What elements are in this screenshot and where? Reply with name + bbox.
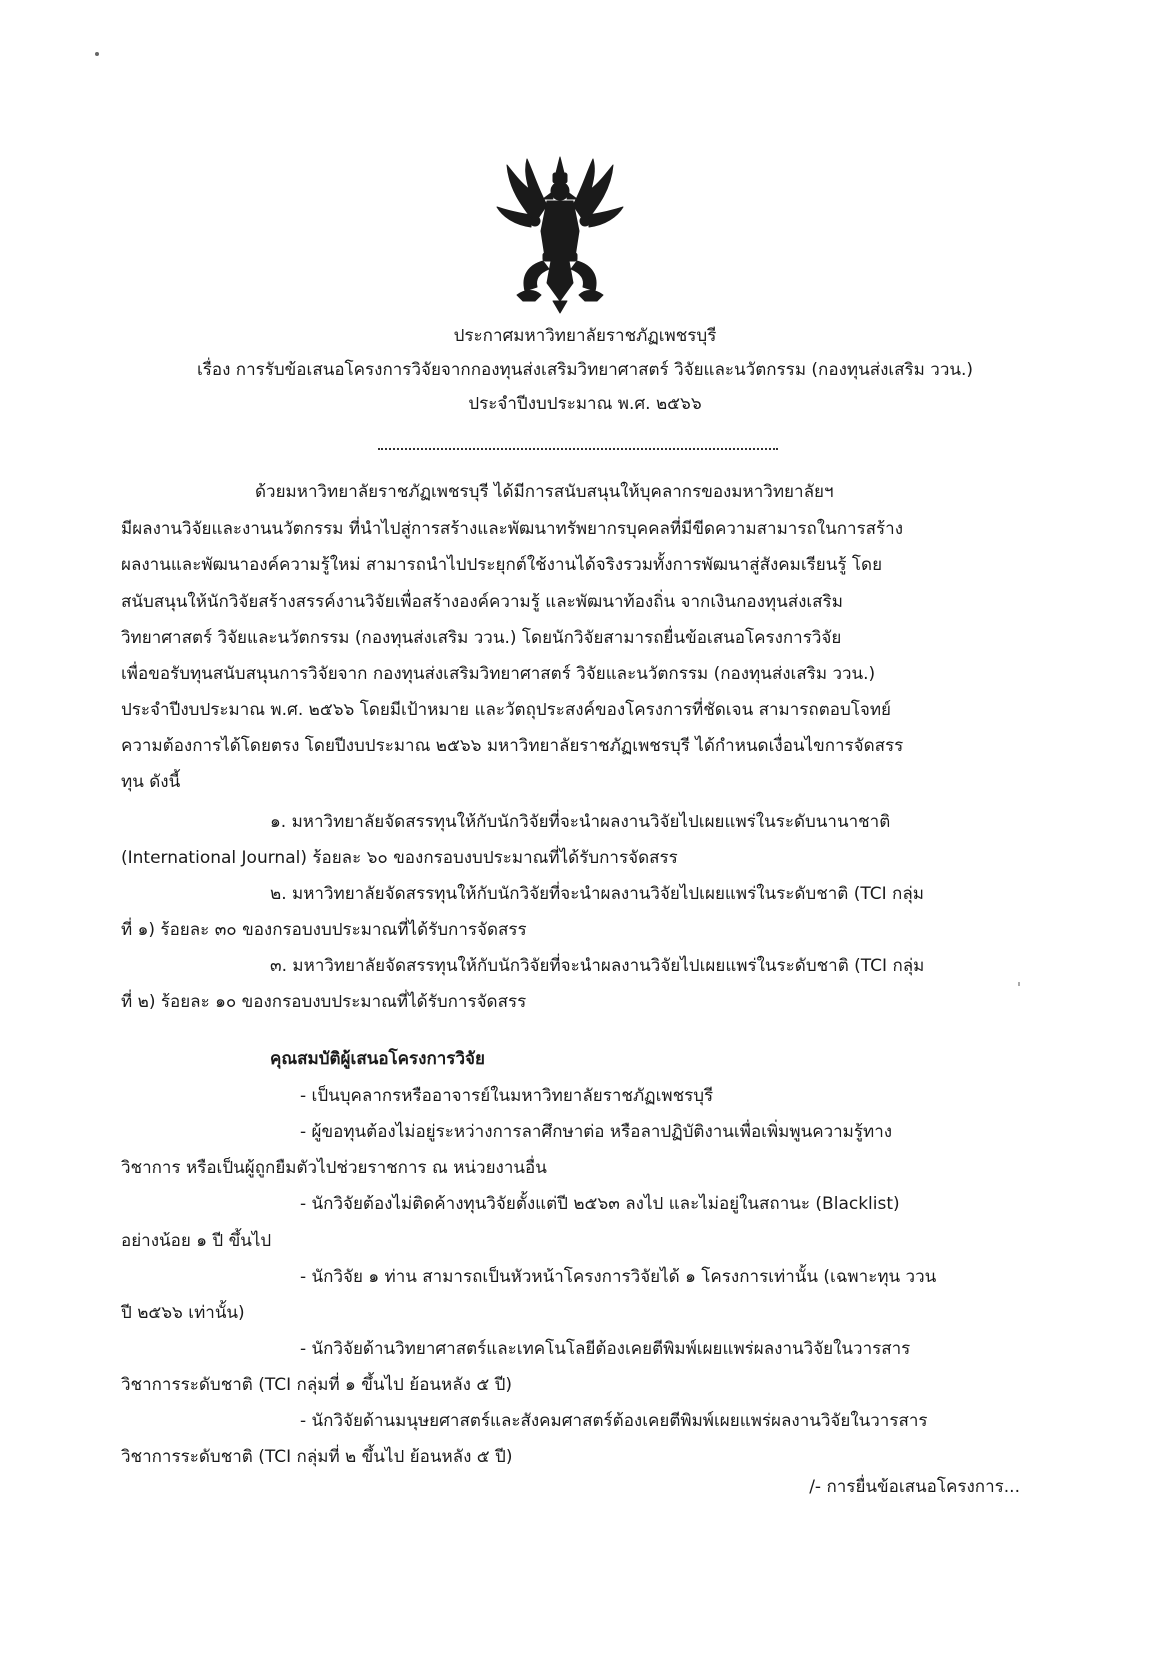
scan-speck — [95, 52, 99, 56]
allocation-item-2-cont: ที่ ๑) ร้อยละ ๓๐ ของกรอบงบประมาณที่ได้รับการจัดสรร — [121, 920, 527, 940]
qualification-item-cont: อย่างน้อย ๑ ปี ขึ้นไป — [121, 1231, 272, 1251]
dotted-divider — [378, 448, 778, 450]
qualification-item: - นักวิจัยด้านวิทยาศาสตร์และเทคโนโลยีต้องเคยตีพิมพ์เผยแพร่ผลงานวิจัยในวารสาร — [300, 1339, 911, 1359]
body-line: ผลงานและพัฒนาองค์ความรู้ใหม่ สามารถนำไปประยุกต์ใช้งานได้จริงรวมทั้งการพัฒนาสู่สังคมเรียนรู้ โดย — [121, 555, 883, 575]
body-line: ทุน ดังนี้ — [121, 772, 181, 792]
qualification-item-cont: วิชาการระดับชาติ (TCI กลุ่มที่ ๒ ขึ้นไป ย้อนหลัง ๕ ปี) — [121, 1447, 513, 1467]
body-line: วิทยาศาสตร์ วิจัยและนวัตกรรม (กองทุนส่งเสริม ววน.) โดยนักวิจัยสามารถยื่นข้อเสนอโครงการวิจัย — [121, 628, 842, 648]
body-line: สนับสนุนให้นักวิจัยสร้างสรรค์งานวิจัยเพื่อสร้างองค์ความรู้ และพัฒนาท้องถิ่น จากเงินกองทุนส่งเสริม — [121, 592, 843, 612]
announcement-subject: เรื่อง การรับข้อเสนอโครงการวิจัยจากกองทุนส่งเสริมวิทยาศาสตร์ วิจัยและนวัตกรรม (กองทุนส่งเสริม ววน.) — [196, 360, 974, 380]
announcement-title: ประกาศมหาวิทยาลัยราชภัฏเพชรบุรี — [453, 326, 717, 346]
body-line: ความต้องการได้โดยตรง โดยปีงบประมาณ ๒๕๖๖ มหาวิทยาลัยราชภัฏเพชรบุรี ได้กำหนดเงื่อนไขการจัดสรร — [121, 736, 904, 756]
qualification-item: - เป็นบุคลากรหรืออาจารย์ในมหาวิทยาลัยราชภัฏเพชรบุรี — [300, 1086, 714, 1106]
allocation-item-3-cont: ที่ ๒) ร้อยละ ๑๐ ของกรอบงบประมาณที่ได้รับการจัดสรร — [121, 992, 527, 1012]
qualification-item: - ผู้ขอทุนต้องไม่อยู่ระหว่างการลาศึกษาต่อ หรือลาปฏิบัติงานเพื่อเพิ่มพูนความรู้ทาง — [300, 1122, 893, 1142]
body-line: ด้วยมหาวิทยาลัยราชภัฏเพชรบุรี ได้มีการสนับสนุนให้บุคลากรของมหาวิทยาลัยฯ — [255, 482, 834, 502]
announcement-fiscal-year: ประจำปีงบประมาณ พ.ศ. ๒๕๖๖ — [468, 394, 702, 414]
body-line: เพื่อขอรับทุนสนับสนุนการวิจัยจาก กองทุนส่งเสริมวิทยาศาสตร์ วิจัยและนวัตกรรม (กองทุนส่งเสริม ววน.) — [121, 664, 876, 684]
scan-speck — [1018, 982, 1020, 986]
allocation-item-2: ๒. มหาวิทยาลัยจัดสรรทุนให้กับนักวิจัยที่จะนำผลงานวิจัยไปเผยแพร่ในระดับชาติ (TCI กลุ่ม — [270, 884, 924, 904]
section-heading: คุณสมบัติผู้เสนอโครงการวิจัย — [270, 1049, 485, 1069]
qualification-item-cont: วิชาการ หรือเป็นผู้ถูกยืมตัวไปช่วยราชการ ณ หน่วยงานอื่น — [121, 1158, 547, 1178]
page-continuation: /- การยื่นข้อเสนอโครงการ... — [809, 1477, 1020, 1497]
qualification-item: - นักวิจัยด้านมนุษยศาสตร์และสังคมศาสตร์ต้องเคยตีพิมพ์เผยแพร่ผลงานวิจัยในวารสาร — [300, 1411, 928, 1431]
qualification-item-cont: วิชาการระดับชาติ (TCI กลุ่มที่ ๑ ขึ้นไป ย้อนหลัง ๕ ปี) — [121, 1375, 513, 1395]
allocation-item-1-cont: (International Journal) ร้อยละ ๖๐ ของกรอบงบประมาณที่ได้รับการจัดสรร — [121, 848, 678, 868]
qualification-item-cont: ปี ๒๕๖๖ เท่านั้น) — [121, 1303, 245, 1323]
allocation-item-3: ๓. มหาวิทยาลัยจัดสรรทุนให้กับนักวิจัยที่จะนำผลงานวิจัยไปเผยแพร่ในระดับชาติ (TCI กลุ่ม — [270, 956, 925, 976]
qualification-item: - นักวิจัย ๑ ท่าน สามารถเป็นหัวหน้าโครงการวิจัยได้ ๑ โครงการเท่านั้น (เฉพาะทุน ววน — [300, 1267, 937, 1287]
garuda-emblem-icon — [495, 155, 625, 315]
body-line: มีผลงานวิจัยและงานนวัตกรรม ที่นำไปสู่การสร้างและพัฒนาทรัพยากรบุคคลที่มีขีดความสามารถในการสร้าง — [121, 519, 904, 539]
body-line: ประจำปีงบประมาณ พ.ศ. ๒๕๖๖ โดยมีเป้าหมาย และวัตถุประสงค์ของโครงการที่ชัดเจน สามารถตอบโจทย์ — [121, 700, 891, 720]
qualification-item: - นักวิจัยต้องไม่ติดค้างทุนวิจัยตั้งแต่ปี ๒๕๖๓ ลงไป และไม่อยู่ในสถานะ (Blacklist) — [300, 1194, 900, 1214]
allocation-item-1: ๑. มหาวิทยาลัยจัดสรรทุนให้กับนักวิจัยที่จะนำผลงานวิจัยไปเผยแพร่ในระดับนานาชาติ — [270, 812, 891, 832]
